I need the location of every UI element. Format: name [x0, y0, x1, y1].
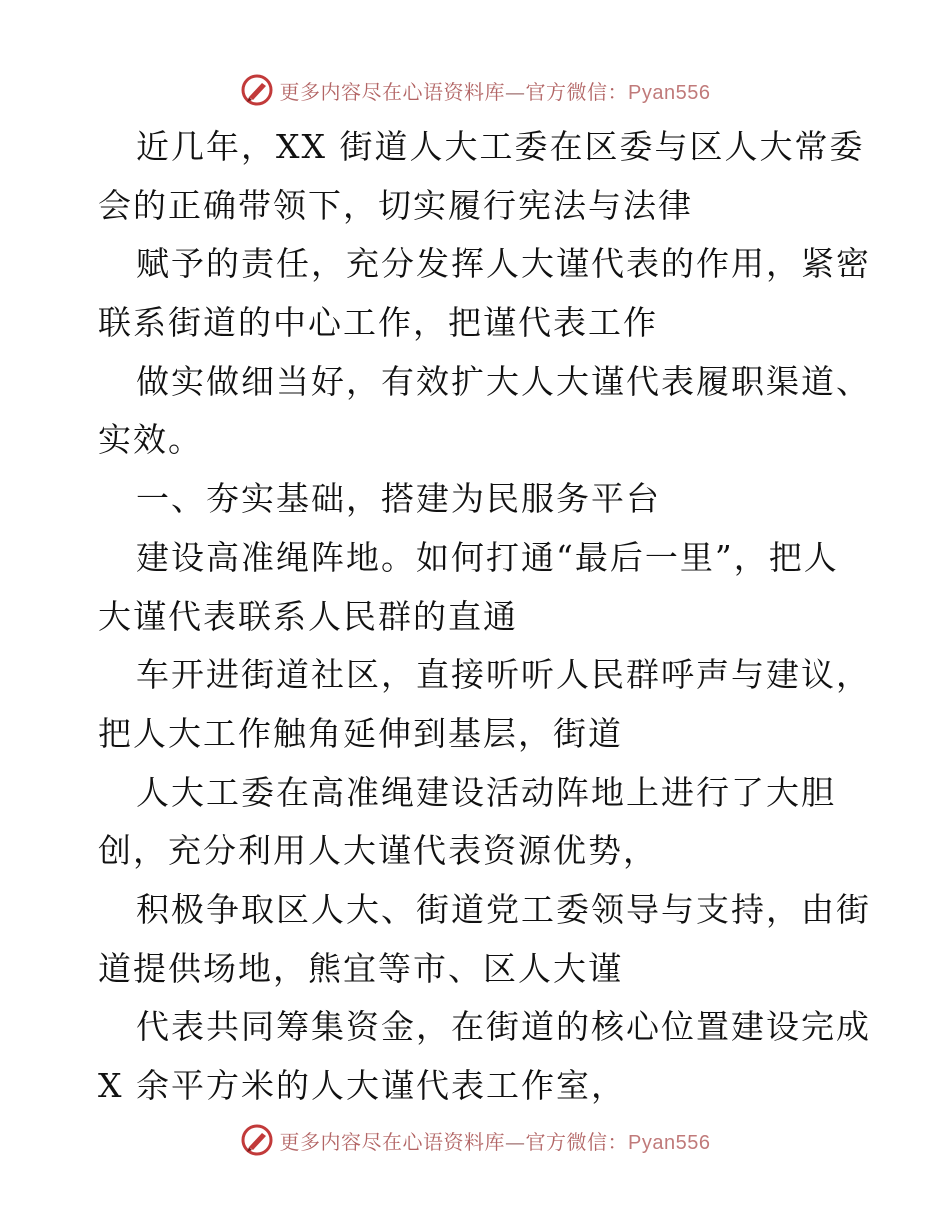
body-line: 把人大工作触角延伸到基层，街道: [98, 713, 623, 753]
body-line: 联系街道的中心工作，把谨代表工作: [98, 303, 658, 343]
body-line: 实效。: [98, 420, 203, 460]
watermark-text: [280, 1126, 711, 1155]
pen-logo-icon: [240, 73, 274, 107]
body-line: 大谨代表联系人民群的直通: [98, 596, 518, 636]
watermark-dash: —: [505, 79, 526, 104]
watermark-official: 官方微信：: [525, 1129, 629, 1154]
watermark-main: 更多内容尽在心语资料库: [279, 79, 506, 104]
body-line: 建设高准绳阵地。如何打通“最后一里”，把人: [136, 537, 839, 577]
body-line: 人大工委在高准绳建设活动阵地上进行了大胆: [136, 772, 836, 812]
body-line: X 余平方米的人大谨代表工作室，: [98, 1066, 626, 1105]
body-line: 会的正确带领下，切实履行宪法与法律: [98, 185, 693, 225]
watermark-dash: —: [505, 1129, 526, 1154]
watermark-text: [280, 76, 711, 105]
watermark-id: Pyan556: [628, 1131, 711, 1154]
body-line: 道提供场地，熊宜等市、区人大谨: [98, 948, 623, 988]
pen-logo-icon: [240, 1123, 274, 1157]
watermark-official: 官方微信：: [525, 79, 629, 104]
footer-watermark-banner: [0, 1120, 950, 1160]
body-line: 车开进街道社区，直接听听人民群呼声与建议，: [136, 655, 871, 695]
watermark-main: 更多内容尽在心语资料库: [279, 1129, 506, 1154]
header-watermark-banner: [0, 70, 950, 110]
body-line: 创，充分利用人大谨代表资源优势，: [98, 831, 658, 871]
section-heading: 一、夯实基础，搭建为民服务平台: [136, 479, 661, 519]
body-line: 积极争取区人大、街道党工委领导与支持，由街: [136, 889, 871, 929]
body-line: 近几年，XX 街道人大工委在区委与区人大常委: [136, 127, 865, 166]
watermark-id: Pyan556: [628, 81, 711, 104]
body-line: 代表共同筹集资金，在街道的核心位置建设完成: [136, 1007, 871, 1047]
body-line: 赋予的责任，充分发挥人大谨代表的作用，紧密: [136, 244, 871, 284]
body-line: 做实做细当好，有效扩大人大谨代表履职渠道、: [136, 361, 871, 401]
document-body: [98, 118, 871, 1116]
